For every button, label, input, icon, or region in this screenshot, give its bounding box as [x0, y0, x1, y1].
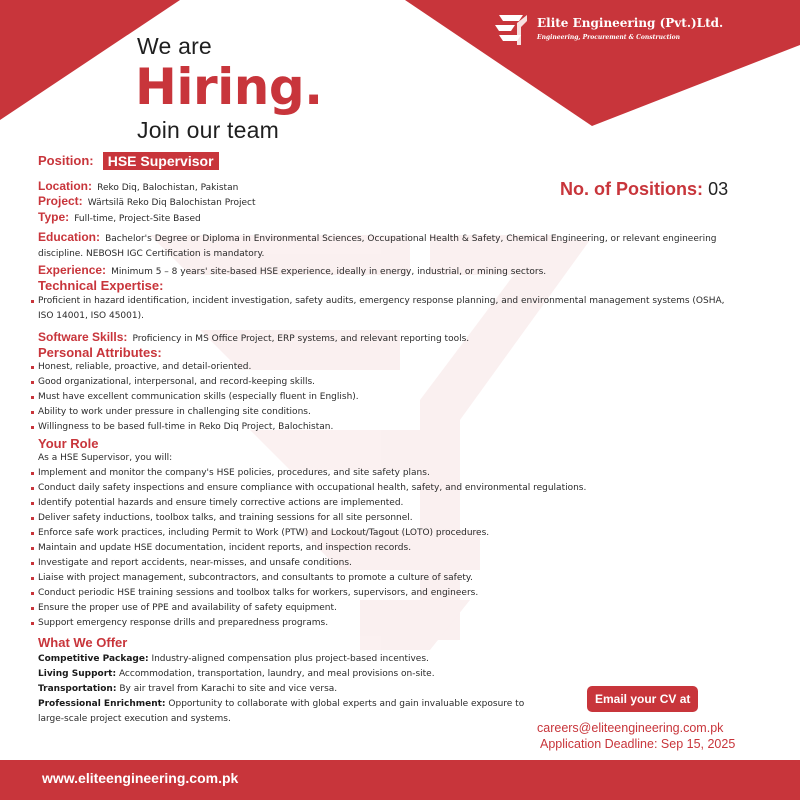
hero-title: Hiring. — [135, 58, 323, 116]
positions-count — [560, 179, 728, 200]
role-item: Conduct periodic HSE training sessions and toolbox talks for workers, supervisors, and engineers. — [31, 586, 586, 601]
attribute-item: Willingness to be based full-time in Reko Diq Project, Balochistan. — [31, 420, 359, 435]
offer-item — [38, 652, 558, 667]
positions-label: No. of Positions: — [560, 179, 703, 199]
company-tagline: Engineering, Procurement & Construction — [537, 34, 681, 41]
technical-list — [31, 294, 725, 324]
positions-value: 03 — [708, 179, 729, 199]
company-logo — [493, 13, 529, 51]
attribute-item: Honest, reliable, proactive, and detail-oriented. — [31, 360, 359, 375]
role-item: Ensure the proper use of PPE and availability of safety equipment. — [31, 601, 586, 616]
offer-item — [38, 697, 558, 712]
type-row — [38, 206, 201, 227]
position-label: Position: — [38, 153, 94, 168]
location-label: Location: — [38, 179, 92, 193]
offer-text: Industry-aligned compensation plus project-based incentives. — [151, 654, 429, 664]
website-link[interactable]: www.eliteengineering.com.pk — [42, 770, 239, 786]
offer-heading: What We Offer — [38, 635, 128, 650]
role-item: Maintain and update HSE documentation, incident reports, and inspection records. — [31, 541, 586, 556]
project-label: Project: — [38, 194, 83, 208]
offer-label: Professional Enrichment: — [38, 699, 166, 709]
education-block — [38, 226, 778, 262]
offer-list — [38, 652, 558, 727]
experience-value: Minimum 5 – 8 years' site-based HSE experience, ideally in energy, industrial, or mining sectors. — [111, 267, 547, 277]
attributes-list — [31, 360, 359, 435]
offer-label: Transportation: — [38, 684, 117, 694]
role-item: Enforce safe work practices, including Permit to Work (PTW) and Lockout/Tagout (LOTO) procedures. — [31, 526, 586, 541]
attributes-heading: Personal Attributes: — [38, 345, 162, 360]
project-value: Wärtsilä Reko Diq Balochistan Project — [87, 198, 256, 208]
type-label: Type: — [38, 210, 70, 224]
location-value: Reko Diq, Balochistan, Pakistan — [97, 183, 239, 193]
footer-bar — [0, 760, 800, 800]
experience-label: Experience: — [38, 263, 107, 277]
technical-item-continuation: ISO 14001, ISO 45001). — [38, 311, 144, 321]
attribute-item: Good organizational, interpersonal, and record-keeping skills. — [31, 375, 359, 390]
technical-heading: Technical Expertise: — [38, 278, 164, 293]
role-intro: As a HSE Supervisor, you will: — [38, 453, 173, 463]
careers-email-link[interactable]: careers@eliteengineering.com.pk — [537, 721, 724, 735]
role-item: Conduct daily safety inspections and ensure compliance with occupational health, safety, and environmental regulations. — [31, 481, 586, 496]
role-item: Investigate and report accidents, near-misses, and unsafe conditions. — [31, 556, 586, 571]
role-item: Deliver safety inductions, toolbox talks, and training sessions for all site personnel. — [31, 511, 586, 526]
type-value: Full-time, Project-Site Based — [74, 214, 201, 224]
role-item: Implement and monitor the company's HSE policies, procedures, and site safety plans. — [31, 466, 586, 481]
offer-label: Competitive Package: — [38, 654, 149, 664]
software-label: Software Skills: — [38, 330, 128, 344]
hero-line-3: Join our team — [137, 117, 279, 143]
offer-label: Living Support: — [38, 669, 117, 679]
logo-mark-icon — [493, 13, 529, 47]
education-value-line-1: Bachelor's Degree or Diploma in Environmental Sciences, Occupational Health & Safety, Chemical Engineering, or relevant engineering — [105, 234, 717, 244]
role-item: Support emergency response drills and preparedness programs. — [31, 616, 586, 631]
position-row — [38, 150, 219, 170]
offer-text: Accommodation, transportation, laundry, and meal provisions on-site. — [118, 669, 435, 679]
role-item: Liaise with project management, subcontractors, and consultants to promote a culture of safety. — [31, 571, 586, 586]
offer-item — [38, 667, 558, 682]
role-list — [31, 466, 586, 631]
software-row — [38, 326, 469, 347]
offer-item — [38, 682, 558, 697]
offer-text: Opportunity to collaborate with global experts and gain invaluable exposure to — [168, 699, 525, 709]
role-heading: Your Role — [38, 436, 99, 451]
software-value: Proficiency in MS Office Project, ERP systems, and relevant reporting tools. — [132, 334, 470, 344]
position-badge: HSE Supervisor — [103, 152, 219, 170]
offer-text: By air travel from Karachi to site and vice versa. — [119, 684, 338, 694]
role-item: Identify potential hazards and ensure timely corrective actions are implemented. — [31, 496, 586, 511]
technical-item: Proficient in hazard identification, incident investigation, safety audits, emergency response planning, and environmental management systems (OSHA, — [31, 294, 725, 309]
email-cv-button[interactable]: Email your CV at — [587, 686, 698, 712]
attribute-item: Ability to work under pressure in challenging site conditions. — [31, 405, 359, 420]
offer-continuation: large-scale project execution and systems. — [38, 714, 231, 724]
education-value-line-2: discipline. NEBOSH IGC Certification is mandatory. — [38, 249, 265, 259]
company-name: Elite Engineering (Pvt.)Ltd. — [537, 16, 724, 30]
attribute-item: Must have excellent communication skills (especially fluent in English). — [31, 390, 359, 405]
education-label: Education: — [38, 230, 100, 244]
experience-row — [38, 259, 546, 280]
application-deadline: Application Deadline: Sep 15, 2025 — [540, 737, 736, 751]
hero-line-1: We are — [137, 33, 212, 59]
